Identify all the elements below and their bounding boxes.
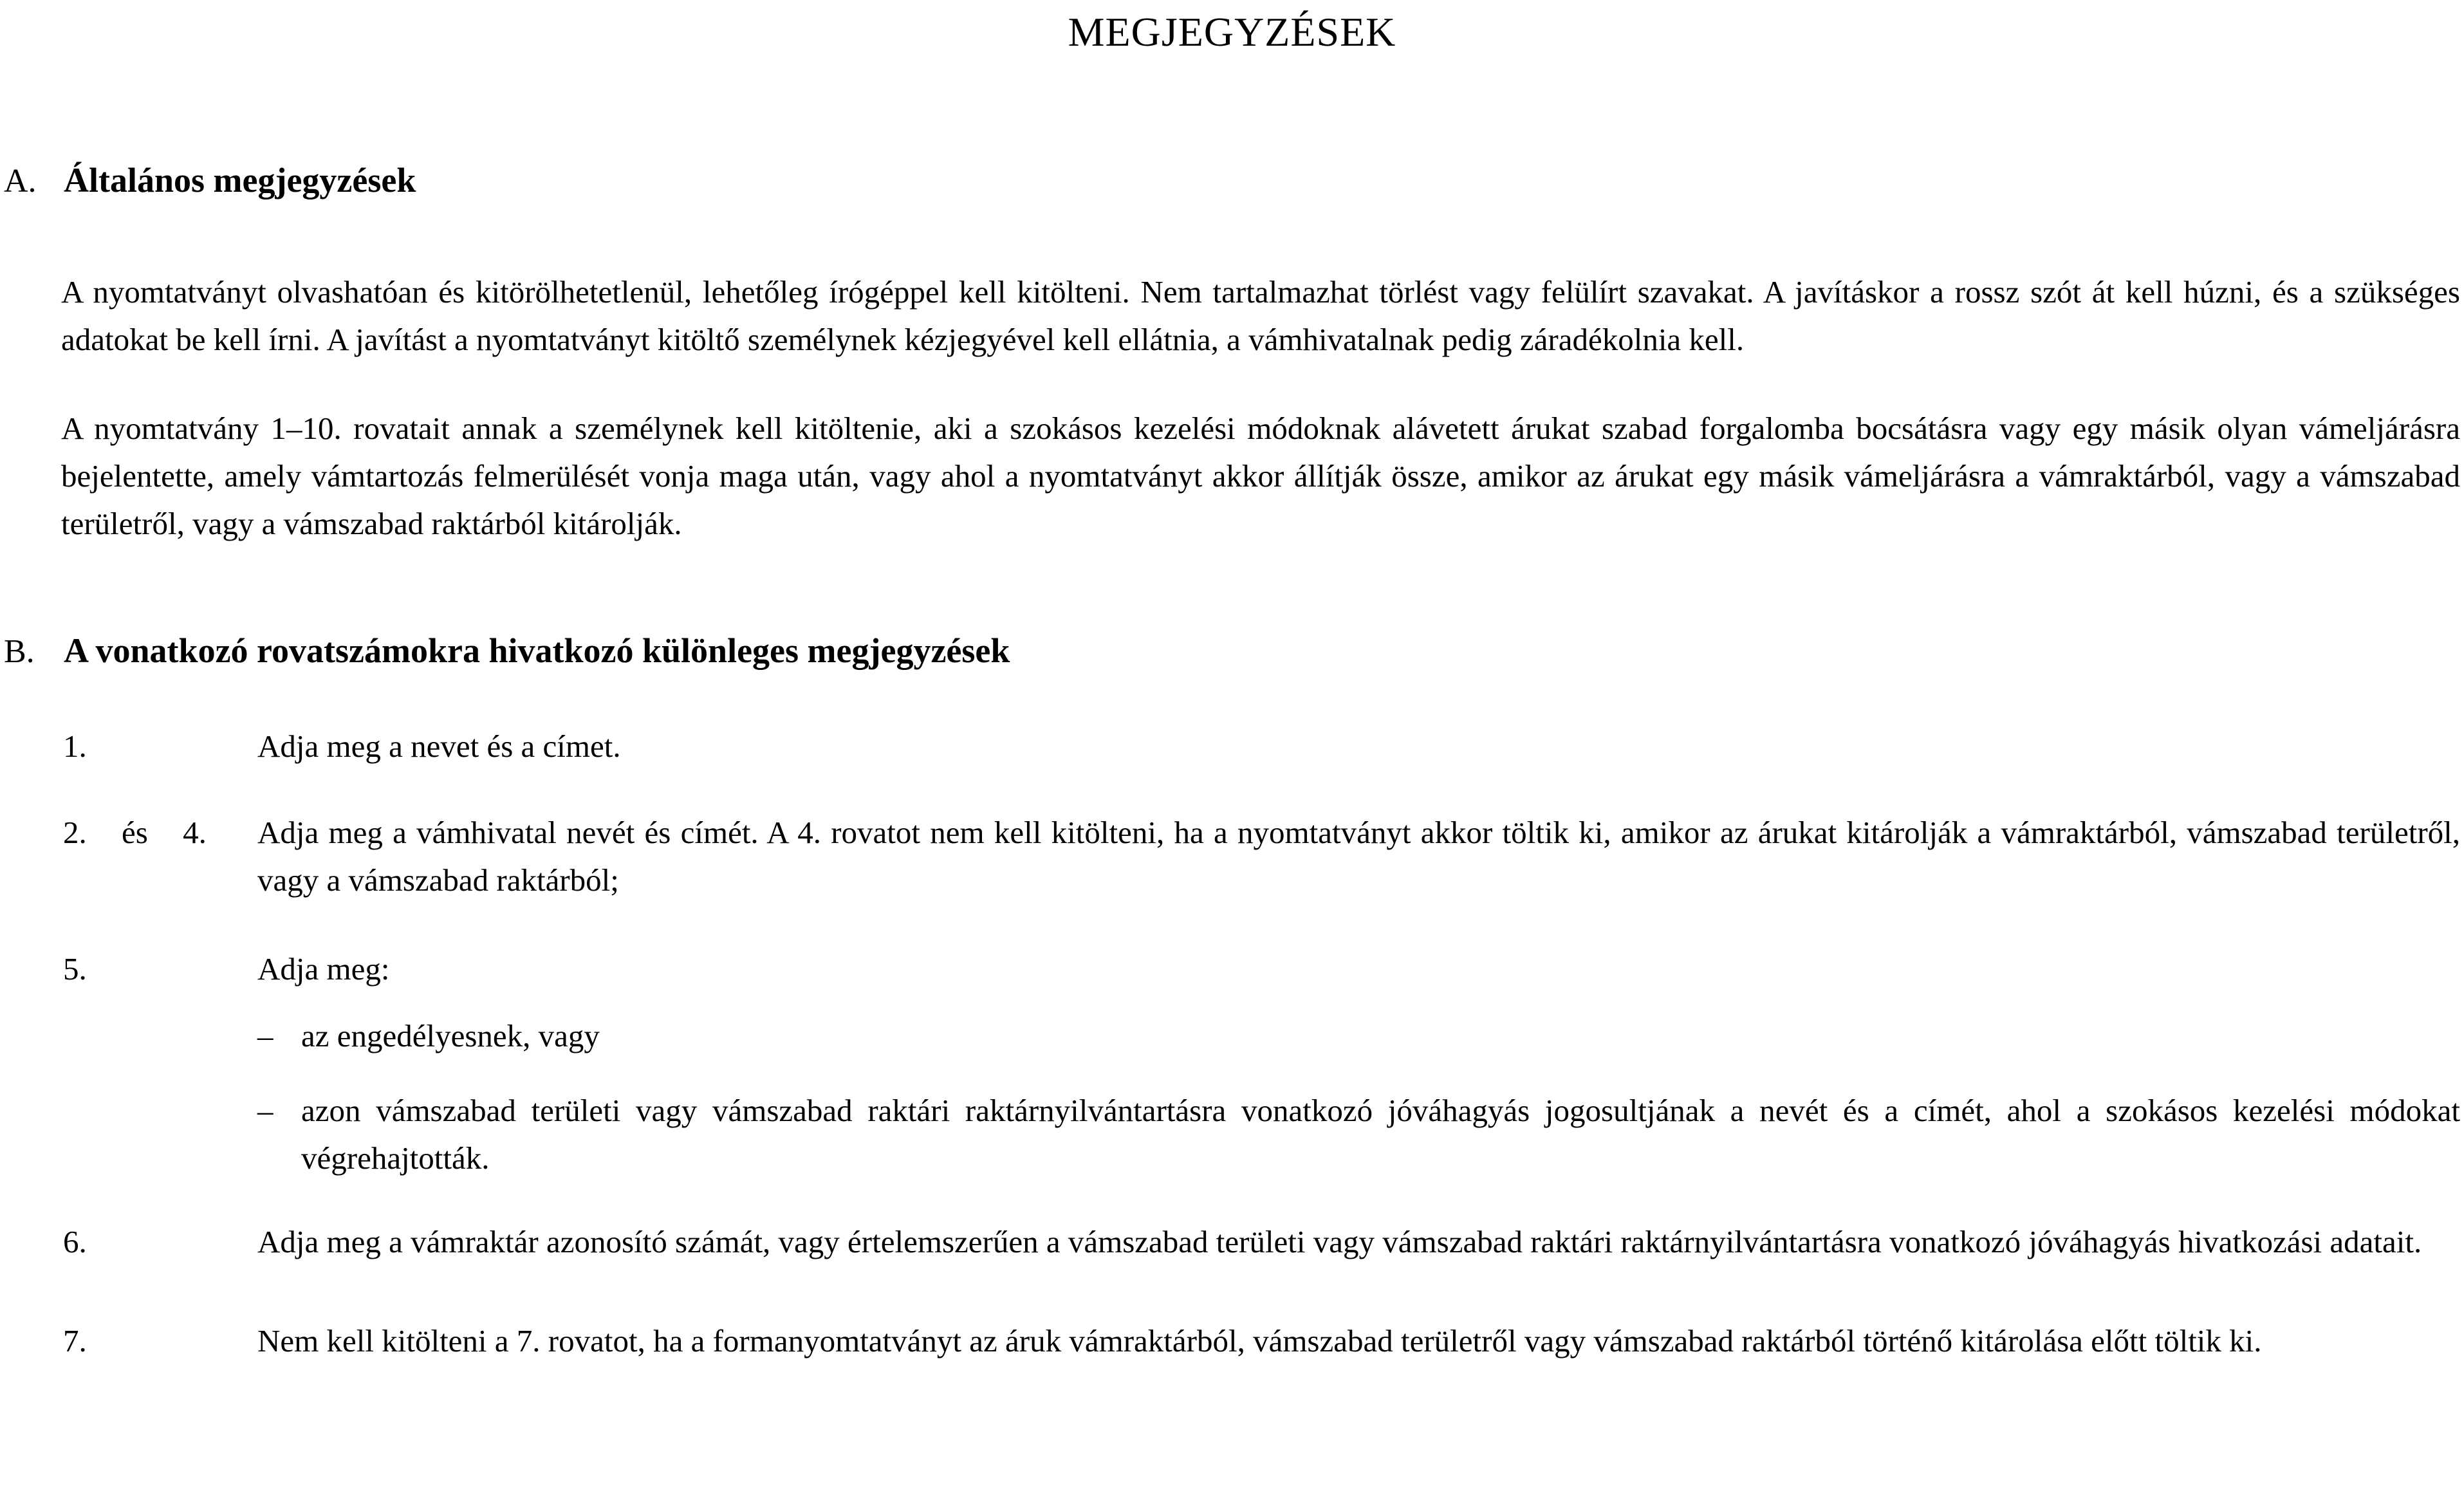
- dash-bullet-glyph: –: [257, 1093, 273, 1128]
- note-item-2-and-4: [63, 809, 2460, 904]
- bullet-text: az engedélyesnek, vagy: [301, 1018, 600, 1053]
- section-a-marker: A.: [4, 163, 37, 199]
- note-item-6: [63, 1218, 2460, 1266]
- note-item-1: [63, 723, 2460, 770]
- note-item-number: 7.: [63, 1323, 87, 1358]
- section-special-notes: [0, 625, 2464, 1365]
- page-title: MEGJEGYZÉSEK: [1068, 9, 1396, 55]
- note-item-text: Adja meg a nevet és a címet.: [257, 728, 621, 764]
- paragraph: A nyomtatványt olvashatóan és kitörölhetetlenül, lehetőleg írógéppel kell kitölteni. Nem tartalmazhat törlést vagy felülírt szavakat. A javításkor a rossz szót át kell húzni, és a szükséges adatokat be kell írni. A javítást a nyomtatványt kitöltő személynek kézjegyével kell ellátnia, a vámhivatalnak pedig záradékolnia kell.: [61, 274, 2460, 357]
- dash-bullet-glyph: –: [257, 1018, 273, 1053]
- section-general-notes: [0, 154, 2464, 548]
- bullet-text: azon vámszabad területi vagy vámszabad raktári raktárnyilvántartásra vonatkozó jóváhagyás jogosultjának a nevét és a címét, ahol a szokásos kezelési módokat végrehajtották.: [301, 1093, 2460, 1176]
- section-a-heading: Általános megjegyzések: [64, 161, 416, 199]
- note-item-text: Adja meg a vámraktár azonosító számát, vagy értelemszerűen a vámszabad területi vagy vámszabad raktári raktárnyilvántartásra vonatkozó jóváhagyás hivatkozási adatait.: [257, 1224, 2422, 1259]
- note-item-number: 1.: [63, 728, 87, 764]
- section-b-heading: A vonatkozó rovatszámokra hivatkozó különleges megjegyzések: [64, 631, 1010, 670]
- note-item-text: Adja meg:: [257, 951, 390, 987]
- note-item-5: [63, 945, 2460, 993]
- note-item-5-bullet: [257, 1012, 2460, 1060]
- paragraph: A nyomtatvány 1–10. rovatait annak a személynek kell kitöltenie, aki a szokásos kezelési módoknak alávetett árukat szabad forgalomba bocsátásra vagy egy másik olyan vámeljárásra bejelentette, amely vámtartozás felmerülését vonja maga után, vagy ahol a nyomtatványt akkor állítják össze, amikor az árukat egy másik vámeljárásra a vámraktárból, vagy a vámszabad területről, vagy a vámszabad raktárból kitárolják.: [61, 411, 2460, 541]
- section-a-heading-row: [0, 154, 2464, 207]
- note-item-7: [63, 1317, 2460, 1365]
- note-item-number: 6.: [63, 1224, 87, 1259]
- section-b-marker: B.: [4, 633, 35, 670]
- note-item-5-bullet: [257, 1087, 2460, 1182]
- section-b-heading-row: [0, 625, 2464, 678]
- note-item-text: Adja meg a vámhivatal nevét és címét. A 4. rovatot nem kell kitölteni, ha a nyomtatványt akkor töltik ki, amikor az árukat kitárolják a vámraktárból, vámszabad területről, vagy a vámszabad raktárból;: [257, 815, 2460, 898]
- note-item-number: 2. és 4.: [63, 815, 207, 850]
- note-item-number: 5.: [63, 951, 87, 987]
- note-item-text: Nem kell kitölteni a 7. rovatot, ha a formanyomtatványt az áruk vámraktárból, vámszabad területről vagy vámszabad raktárból történő kitárolása előtt töltik ki.: [257, 1323, 2262, 1358]
